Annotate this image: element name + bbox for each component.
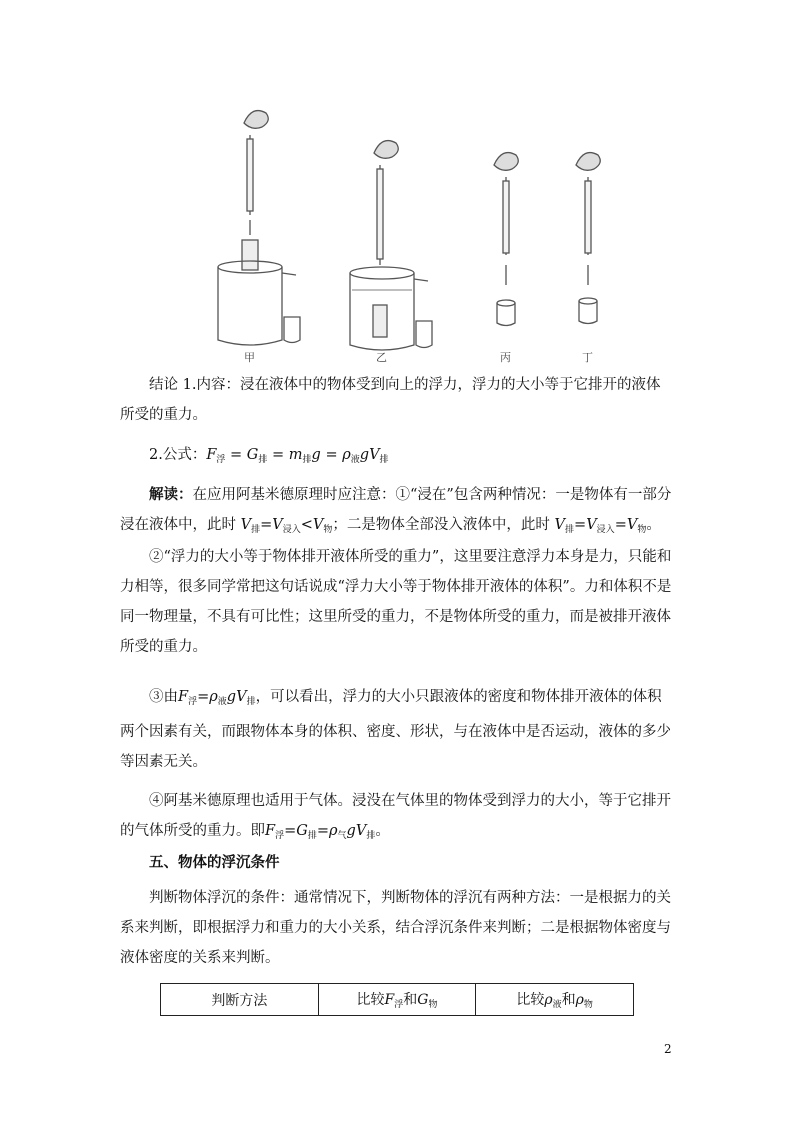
spring-scale-ding — [576, 153, 600, 324]
overflow-beaker-yi — [350, 267, 432, 350]
overflow-beaker-jia — [218, 261, 300, 345]
table-cell-method: 判断方法 — [161, 984, 319, 1016]
spring-scale-jia — [242, 111, 268, 270]
interpretation-point-2: ②“浮力的大小等于物体排开液体所受的重力”，这里要注意浮力本身是力，只能和力相等，很多同学常把这句话说成“浮力大小等于物体排开液体的体积”。力和体积不是同一物理量，不具有可比性；这里所受的重力，不是物体所受的重力，而是被排开液体所受的重力。 — [120, 549, 672, 655]
table-cell-compare-density: 比较$\rho_液$和$\rho_物$ — [476, 984, 634, 1016]
spring-scale-yi — [373, 141, 398, 337]
conclusion-content: 结论 1.内容：浸在液体中的物体受到向上的浮力，浮力的大小等于它排开的液体所受的重力。 — [120, 377, 661, 423]
figure-label-bing: 丙 — [500, 351, 511, 364]
section-body: 判断物体浮沉的条件：通常情况下，判断物体的浮沉有两种方法：一是根据力的关系来判断，即根据浮力和重力的大小关系，结合浮沉条件来判断；二是根据物体密度与液体密度的关系来判断。 — [120, 890, 671, 966]
figure-label-ding: 丁 — [582, 351, 593, 364]
interpretation-point-4: ④阿基米德原理也适用于气体。浸没在气体里的物体受到浮力的大小，等于它排开的气体所受的重力。即$F_浮=G_排=\rho_气gV_排$。 — [120, 793, 671, 841]
interpretation-point-1: 解读：在应用阿基米德原理时应注意：①“浸在”包含两种情况：一是物体有一部分浸在液体中，此时 $V_排=V_{浸入}<V_物$；二是物体全部没入液体中，此时 $V_排=V_{浸入}=V_物$。 — [120, 486, 672, 535]
section-heading: 五、物体的浮沉条件 — [149, 854, 280, 871]
experiment-figure — [210, 95, 630, 367]
page-number: 2 — [664, 1042, 672, 1056]
interpretation-point-3: ③由$F_浮=\rho_液gV_排$，可以看出，浮力的大小只跟液体的密度和物体排开液体的体积两个因素有关，而跟物体本身的体积、密度、形状，与在液体中是否运动，液体的多少等因素无关。 — [120, 689, 671, 770]
figure-label-yi: 乙 — [376, 351, 387, 364]
table-cell-compare-force: 比较$F_浮$和$G_物$ — [318, 984, 476, 1016]
figure-label-jia: 甲 — [244, 351, 255, 364]
conclusion-formula: 2.公式：$F_浮 = G_排 = m_排g = \rho_液gV_排$ — [149, 447, 389, 465]
spring-scale-bing — [494, 153, 518, 326]
table-row — [161, 984, 634, 1016]
judgement-table — [160, 983, 634, 1016]
